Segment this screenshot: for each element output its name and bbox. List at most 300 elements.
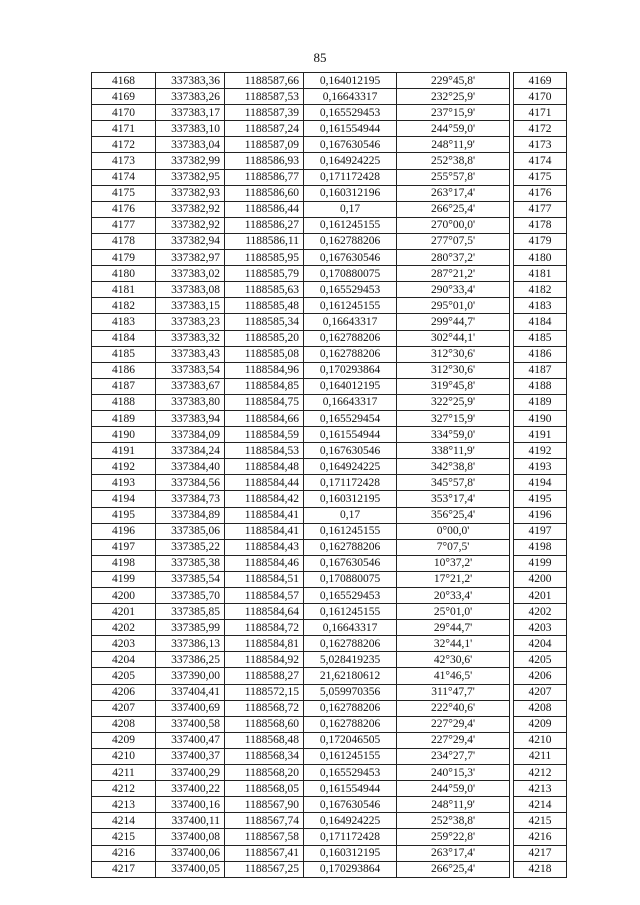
point-number-cell: 4173 xyxy=(92,153,156,169)
direction-angle-cell: 29°44,7' xyxy=(397,620,510,636)
next-point-cell: 4180 xyxy=(514,250,567,266)
point-number-cell: 4188 xyxy=(92,394,156,410)
table-row xyxy=(92,266,567,282)
table-row xyxy=(92,475,567,491)
point-number-cell: 4209 xyxy=(92,732,156,748)
x-coordinate-cell: 337384,24 xyxy=(156,443,225,459)
y-coordinate-cell: 1188584,44 xyxy=(225,475,304,491)
distance-cell: 0,162788206 xyxy=(304,636,397,652)
x-coordinate-cell: 337382,99 xyxy=(156,153,225,169)
page-number: 85 xyxy=(313,50,327,65)
distance-cell: 0,161245155 xyxy=(304,604,397,620)
distance-cell: 0,17 xyxy=(304,507,397,523)
distance-cell: 0,160312196 xyxy=(304,185,397,201)
table-row xyxy=(92,346,567,362)
x-coordinate-cell: 337400,11 xyxy=(156,813,225,829)
direction-angle-cell: 255°57,8' xyxy=(397,169,510,185)
y-coordinate-cell: 1188586,93 xyxy=(225,153,304,169)
next-point-cell: 4215 xyxy=(514,813,567,829)
y-coordinate-cell: 1188568,48 xyxy=(225,732,304,748)
point-number-cell: 4187 xyxy=(92,378,156,394)
distance-cell: 0,16643317 xyxy=(304,394,397,410)
y-coordinate-cell: 1188584,42 xyxy=(225,491,304,507)
table-row xyxy=(92,378,567,394)
distance-cell: 0,17 xyxy=(304,201,397,217)
distance-cell: 0,162788206 xyxy=(304,716,397,732)
distance-cell: 0,164012195 xyxy=(304,378,397,394)
next-point-cell: 4217 xyxy=(514,845,567,861)
distance-cell: 0,161245155 xyxy=(304,217,397,233)
table-row xyxy=(92,459,567,475)
direction-angle-cell: 319°45,8' xyxy=(397,378,510,394)
x-coordinate-cell: 337385,85 xyxy=(156,604,225,620)
point-number-cell: 4204 xyxy=(92,652,156,668)
direction-angle-cell: 248°11,9' xyxy=(397,137,510,153)
table-row xyxy=(92,732,567,748)
x-coordinate-cell: 337400,69 xyxy=(156,700,225,716)
next-point-cell: 4192 xyxy=(514,443,567,459)
y-coordinate-cell: 1188568,20 xyxy=(225,765,304,781)
y-coordinate-cell: 1188585,48 xyxy=(225,298,304,314)
x-coordinate-cell: 337384,09 xyxy=(156,427,225,443)
next-point-cell: 4171 xyxy=(514,105,567,121)
y-coordinate-cell: 1188567,25 xyxy=(225,861,304,877)
distance-cell: 0,164924225 xyxy=(304,153,397,169)
direction-angle-cell: 345°57,8' xyxy=(397,475,510,491)
point-number-cell: 4208 xyxy=(92,716,156,732)
direction-angle-cell: 287°21,2' xyxy=(397,266,510,282)
direction-angle-cell: 227°29,4' xyxy=(397,732,510,748)
next-point-cell: 4207 xyxy=(514,684,567,700)
distance-cell: 0,165529454 xyxy=(304,410,397,426)
next-point-cell: 4218 xyxy=(514,861,567,877)
y-coordinate-cell: 1188567,74 xyxy=(225,813,304,829)
next-point-cell: 4212 xyxy=(514,765,567,781)
table-row xyxy=(92,137,567,153)
distance-cell: 0,161554944 xyxy=(304,781,397,797)
next-point-cell: 4177 xyxy=(514,201,567,217)
point-number-cell: 4203 xyxy=(92,636,156,652)
direction-angle-cell: 20°33,4' xyxy=(397,588,510,604)
y-coordinate-cell: 1188584,51 xyxy=(225,571,304,587)
y-coordinate-cell: 1188568,34 xyxy=(225,748,304,764)
distance-cell: 0,167630546 xyxy=(304,797,397,813)
x-coordinate-cell: 337400,08 xyxy=(156,829,225,845)
point-number-cell: 4190 xyxy=(92,427,156,443)
next-point-cell: 4210 xyxy=(514,732,567,748)
y-coordinate-cell: 1188584,75 xyxy=(225,394,304,410)
x-coordinate-cell: 337386,13 xyxy=(156,636,225,652)
x-coordinate-cell: 337400,47 xyxy=(156,732,225,748)
y-coordinate-cell: 1188584,72 xyxy=(225,620,304,636)
direction-angle-cell: 327°15,9' xyxy=(397,410,510,426)
next-point-cell: 4172 xyxy=(514,121,567,137)
next-point-cell: 4183 xyxy=(514,298,567,314)
distance-cell: 0,165529453 xyxy=(304,105,397,121)
next-point-cell: 4205 xyxy=(514,652,567,668)
direction-angle-cell: 263°17,4' xyxy=(397,845,510,861)
y-coordinate-cell: 1188584,85 xyxy=(225,378,304,394)
x-coordinate-cell: 337382,94 xyxy=(156,233,225,249)
table-row xyxy=(92,410,567,426)
y-coordinate-cell: 1188584,57 xyxy=(225,588,304,604)
direction-angle-cell: 10°37,2' xyxy=(397,555,510,571)
table-row xyxy=(92,652,567,668)
x-coordinate-cell: 337383,15 xyxy=(156,298,225,314)
x-coordinate-cell: 337383,43 xyxy=(156,346,225,362)
direction-angle-cell: 41°46,5' xyxy=(397,668,510,684)
table-row xyxy=(92,716,567,732)
x-coordinate-cell: 337385,06 xyxy=(156,523,225,539)
y-coordinate-cell: 1188568,05 xyxy=(225,781,304,797)
direction-angle-cell: 0°00,0' xyxy=(397,523,510,539)
next-point-cell: 4174 xyxy=(514,153,567,169)
direction-angle-cell: 244°59,0' xyxy=(397,781,510,797)
direction-angle-cell: 342°38,8' xyxy=(397,459,510,475)
y-coordinate-cell: 1188588,27 xyxy=(225,668,304,684)
distance-cell: 0,162788206 xyxy=(304,539,397,555)
point-number-cell: 4191 xyxy=(92,443,156,459)
table-row xyxy=(92,443,567,459)
y-coordinate-cell: 1188584,64 xyxy=(225,604,304,620)
point-number-cell: 4210 xyxy=(92,748,156,764)
point-number-cell: 4185 xyxy=(92,346,156,362)
direction-angle-cell: 32°44,1' xyxy=(397,636,510,652)
table-row xyxy=(92,861,567,877)
table-row xyxy=(92,829,567,845)
y-coordinate-cell: 1188586,77 xyxy=(225,169,304,185)
x-coordinate-cell: 337383,02 xyxy=(156,266,225,282)
y-coordinate-cell: 1188585,34 xyxy=(225,314,304,330)
x-coordinate-cell: 337383,32 xyxy=(156,330,225,346)
next-point-cell: 4206 xyxy=(514,668,567,684)
x-coordinate-cell: 337384,89 xyxy=(156,507,225,523)
y-coordinate-cell: 1188585,08 xyxy=(225,346,304,362)
direction-angle-cell: 356°25,4' xyxy=(397,507,510,523)
x-coordinate-cell: 337383,26 xyxy=(156,89,225,105)
point-number-cell: 4172 xyxy=(92,137,156,153)
table-row xyxy=(92,73,567,89)
next-point-cell: 4170 xyxy=(514,89,567,105)
next-point-cell: 4216 xyxy=(514,829,567,845)
distance-cell: 0,165529453 xyxy=(304,282,397,298)
distance-cell: 0,162788206 xyxy=(304,233,397,249)
point-number-cell: 4169 xyxy=(92,89,156,105)
x-coordinate-cell: 337385,70 xyxy=(156,588,225,604)
table-row xyxy=(92,571,567,587)
point-number-cell: 4179 xyxy=(92,250,156,266)
y-coordinate-cell: 1188587,39 xyxy=(225,105,304,121)
next-point-cell: 4208 xyxy=(514,700,567,716)
next-point-cell: 4181 xyxy=(514,266,567,282)
y-coordinate-cell: 1188587,66 xyxy=(225,73,304,89)
table-row xyxy=(92,845,567,861)
next-point-cell: 4189 xyxy=(514,394,567,410)
distance-cell: 0,164012195 xyxy=(304,73,397,89)
x-coordinate-cell: 337382,92 xyxy=(156,217,225,233)
point-number-cell: 4201 xyxy=(92,604,156,620)
direction-angle-cell: 280°37,2' xyxy=(397,250,510,266)
table-row xyxy=(92,555,567,571)
point-number-cell: 4198 xyxy=(92,555,156,571)
table-row xyxy=(92,121,567,137)
distance-cell: 0,161245155 xyxy=(304,523,397,539)
direction-angle-cell: 322°25,9' xyxy=(397,394,510,410)
next-point-cell: 4203 xyxy=(514,620,567,636)
distance-cell: 0,170293864 xyxy=(304,861,397,877)
y-coordinate-cell: 1188584,41 xyxy=(225,507,304,523)
table-row xyxy=(92,233,567,249)
x-coordinate-cell: 337400,05 xyxy=(156,861,225,877)
point-number-cell: 4181 xyxy=(92,282,156,298)
direction-angle-cell: 222°40,6' xyxy=(397,700,510,716)
next-point-cell: 4197 xyxy=(514,523,567,539)
y-coordinate-cell: 1188587,24 xyxy=(225,121,304,137)
y-coordinate-cell: 1188586,27 xyxy=(225,217,304,233)
direction-angle-cell: 312°30,6' xyxy=(397,346,510,362)
next-point-cell: 4195 xyxy=(514,491,567,507)
x-coordinate-cell: 337400,06 xyxy=(156,845,225,861)
direction-angle-cell: 299°44,7' xyxy=(397,314,510,330)
y-coordinate-cell: 1188585,95 xyxy=(225,250,304,266)
direction-angle-cell: 229°45,8' xyxy=(397,73,510,89)
point-number-cell: 4183 xyxy=(92,314,156,330)
distance-cell: 0,160312195 xyxy=(304,845,397,861)
x-coordinate-cell: 337385,54 xyxy=(156,571,225,587)
direction-angle-cell: 237°15,9' xyxy=(397,105,510,121)
distance-cell: 0,170293864 xyxy=(304,362,397,378)
table-row xyxy=(92,394,567,410)
table-row xyxy=(92,362,567,378)
distance-cell: 0,161245155 xyxy=(304,298,397,314)
next-point-cell: 4193 xyxy=(514,459,567,475)
table-row xyxy=(92,89,567,105)
table-row xyxy=(92,523,567,539)
y-coordinate-cell: 1188584,66 xyxy=(225,410,304,426)
distance-cell: 0,160312195 xyxy=(304,491,397,507)
distance-cell: 0,171172428 xyxy=(304,475,397,491)
distance-cell: 0,162788206 xyxy=(304,700,397,716)
y-coordinate-cell: 1188567,41 xyxy=(225,845,304,861)
table-row xyxy=(92,105,567,121)
next-point-cell: 4185 xyxy=(514,330,567,346)
table-row xyxy=(92,201,567,217)
x-coordinate-cell: 337382,97 xyxy=(156,250,225,266)
distance-cell: 0,161245155 xyxy=(304,748,397,764)
point-number-cell: 4202 xyxy=(92,620,156,636)
point-number-cell: 4175 xyxy=(92,185,156,201)
distance-cell: 0,172046505 xyxy=(304,732,397,748)
point-number-cell: 4189 xyxy=(92,410,156,426)
y-coordinate-cell: 1188584,59 xyxy=(225,427,304,443)
table-row xyxy=(92,765,567,781)
table-row xyxy=(92,588,567,604)
direction-angle-cell: 312°30,6' xyxy=(397,362,510,378)
x-coordinate-cell: 337382,93 xyxy=(156,185,225,201)
point-number-cell: 4178 xyxy=(92,233,156,249)
point-number-cell: 4194 xyxy=(92,491,156,507)
x-coordinate-cell: 337383,54 xyxy=(156,362,225,378)
table-row xyxy=(92,700,567,716)
y-coordinate-cell: 1188584,96 xyxy=(225,362,304,378)
point-number-cell: 4217 xyxy=(92,861,156,877)
direction-angle-cell: 263°17,4' xyxy=(397,185,510,201)
distance-cell: 0,162788206 xyxy=(304,330,397,346)
point-number-cell: 4213 xyxy=(92,797,156,813)
y-coordinate-cell: 1188585,20 xyxy=(225,330,304,346)
direction-angle-cell: 338°11,9' xyxy=(397,443,510,459)
distance-cell: 0,171172428 xyxy=(304,169,397,185)
direction-angle-cell: 259°22,8' xyxy=(397,829,510,845)
direction-angle-cell: 244°59,0' xyxy=(397,121,510,137)
direction-angle-cell: 353°17,4' xyxy=(397,491,510,507)
next-point-cell: 4184 xyxy=(514,314,567,330)
distance-cell: 0,164924225 xyxy=(304,459,397,475)
table-row xyxy=(92,539,567,555)
table-row xyxy=(92,507,567,523)
x-coordinate-cell: 337383,23 xyxy=(156,314,225,330)
direction-angle-cell: 334°59,0' xyxy=(397,427,510,443)
point-number-cell: 4200 xyxy=(92,588,156,604)
x-coordinate-cell: 337383,36 xyxy=(156,73,225,89)
point-number-cell: 4199 xyxy=(92,571,156,587)
next-point-cell: 4204 xyxy=(514,636,567,652)
distance-cell: 0,165529453 xyxy=(304,765,397,781)
table-row xyxy=(92,217,567,233)
point-number-cell: 4193 xyxy=(92,475,156,491)
y-coordinate-cell: 1188567,90 xyxy=(225,797,304,813)
y-coordinate-cell: 1188568,60 xyxy=(225,716,304,732)
x-coordinate-cell: 337383,80 xyxy=(156,394,225,410)
direction-angle-cell: 277°07,5' xyxy=(397,233,510,249)
table-row xyxy=(92,636,567,652)
next-point-cell: 4214 xyxy=(514,797,567,813)
point-number-cell: 4207 xyxy=(92,700,156,716)
point-number-cell: 4214 xyxy=(92,813,156,829)
distance-cell: 0,171172428 xyxy=(304,829,397,845)
point-number-cell: 4192 xyxy=(92,459,156,475)
direction-angle-cell: 7°07,5' xyxy=(397,539,510,555)
y-coordinate-cell: 1188584,48 xyxy=(225,459,304,475)
point-number-cell: 4176 xyxy=(92,201,156,217)
x-coordinate-cell: 337383,04 xyxy=(156,137,225,153)
x-coordinate-cell: 337383,94 xyxy=(156,410,225,426)
distance-cell: 0,161554944 xyxy=(304,121,397,137)
direction-angle-cell: 290°33,4' xyxy=(397,282,510,298)
y-coordinate-cell: 1188586,11 xyxy=(225,233,304,249)
distance-cell: 0,170880075 xyxy=(304,571,397,587)
y-coordinate-cell: 1188586,60 xyxy=(225,185,304,201)
y-coordinate-cell: 1188584,92 xyxy=(225,652,304,668)
coordinates-table-body xyxy=(92,73,567,878)
point-number-cell: 4215 xyxy=(92,829,156,845)
next-point-cell: 4173 xyxy=(514,137,567,153)
distance-cell: 5,028419235 xyxy=(304,652,397,668)
y-coordinate-cell: 1188584,81 xyxy=(225,636,304,652)
distance-cell: 0,161554944 xyxy=(304,427,397,443)
x-coordinate-cell: 337382,95 xyxy=(156,169,225,185)
next-point-cell: 4179 xyxy=(514,233,567,249)
distance-cell: 0,16643317 xyxy=(304,89,397,105)
next-point-cell: 4196 xyxy=(514,507,567,523)
point-number-cell: 4186 xyxy=(92,362,156,378)
point-number-cell: 4174 xyxy=(92,169,156,185)
x-coordinate-cell: 337400,58 xyxy=(156,716,225,732)
table-row xyxy=(92,604,567,620)
next-point-cell: 4213 xyxy=(514,781,567,797)
x-coordinate-cell: 337386,25 xyxy=(156,652,225,668)
point-number-cell: 4180 xyxy=(92,266,156,282)
distance-cell: 0,165529453 xyxy=(304,588,397,604)
table-row xyxy=(92,282,567,298)
y-coordinate-cell: 1188585,63 xyxy=(225,282,304,298)
y-coordinate-cell: 1188587,09 xyxy=(225,137,304,153)
y-coordinate-cell: 1188586,44 xyxy=(225,201,304,217)
point-number-cell: 4182 xyxy=(92,298,156,314)
table-row xyxy=(92,781,567,797)
next-point-cell: 4175 xyxy=(514,169,567,185)
direction-angle-cell: 234°27,7' xyxy=(397,748,510,764)
direction-angle-cell: 302°44,1' xyxy=(397,330,510,346)
next-point-cell: 4187 xyxy=(514,362,567,378)
x-coordinate-cell: 337400,37 xyxy=(156,748,225,764)
point-number-cell: 4211 xyxy=(92,765,156,781)
distance-cell: 0,167630546 xyxy=(304,137,397,153)
table-row xyxy=(92,314,567,330)
table-row xyxy=(92,427,567,443)
x-coordinate-cell: 337400,16 xyxy=(156,797,225,813)
direction-angle-cell: 248°11,9' xyxy=(397,797,510,813)
y-coordinate-cell: 1188587,53 xyxy=(225,89,304,105)
direction-angle-cell: 17°21,2' xyxy=(397,571,510,587)
point-number-cell: 4196 xyxy=(92,523,156,539)
x-coordinate-cell: 337384,56 xyxy=(156,475,225,491)
next-point-cell: 4169 xyxy=(514,73,567,89)
next-point-cell: 4211 xyxy=(514,748,567,764)
point-number-cell: 4197 xyxy=(92,539,156,555)
next-point-cell: 4199 xyxy=(514,555,567,571)
table-row xyxy=(92,330,567,346)
table-row xyxy=(92,684,567,700)
direction-angle-cell: 252°38,8' xyxy=(397,813,510,829)
table-row xyxy=(92,620,567,636)
x-coordinate-cell: 337390,00 xyxy=(156,668,225,684)
distance-cell: 0,16643317 xyxy=(304,620,397,636)
point-number-cell: 4205 xyxy=(92,668,156,684)
x-coordinate-cell: 337385,22 xyxy=(156,539,225,555)
direction-angle-cell: 252°38,8' xyxy=(397,153,510,169)
distance-cell: 0,167630546 xyxy=(304,443,397,459)
y-coordinate-cell: 1188584,46 xyxy=(225,555,304,571)
next-point-cell: 4191 xyxy=(514,427,567,443)
coordinates-table xyxy=(91,72,567,878)
table-row xyxy=(92,748,567,764)
x-coordinate-cell: 337384,40 xyxy=(156,459,225,475)
x-coordinate-cell: 337383,67 xyxy=(156,378,225,394)
x-coordinate-cell: 337383,10 xyxy=(156,121,225,137)
direction-angle-cell: 232°25,9' xyxy=(397,89,510,105)
direction-angle-cell: 266°25,4' xyxy=(397,861,510,877)
point-number-cell: 4195 xyxy=(92,507,156,523)
y-coordinate-cell: 1188568,72 xyxy=(225,700,304,716)
point-number-cell: 4212 xyxy=(92,781,156,797)
next-point-cell: 4190 xyxy=(514,410,567,426)
y-coordinate-cell: 1188585,79 xyxy=(225,266,304,282)
table-row xyxy=(92,491,567,507)
table-row xyxy=(92,185,567,201)
distance-cell: 0,167630546 xyxy=(304,250,397,266)
y-coordinate-cell: 1188584,53 xyxy=(225,443,304,459)
